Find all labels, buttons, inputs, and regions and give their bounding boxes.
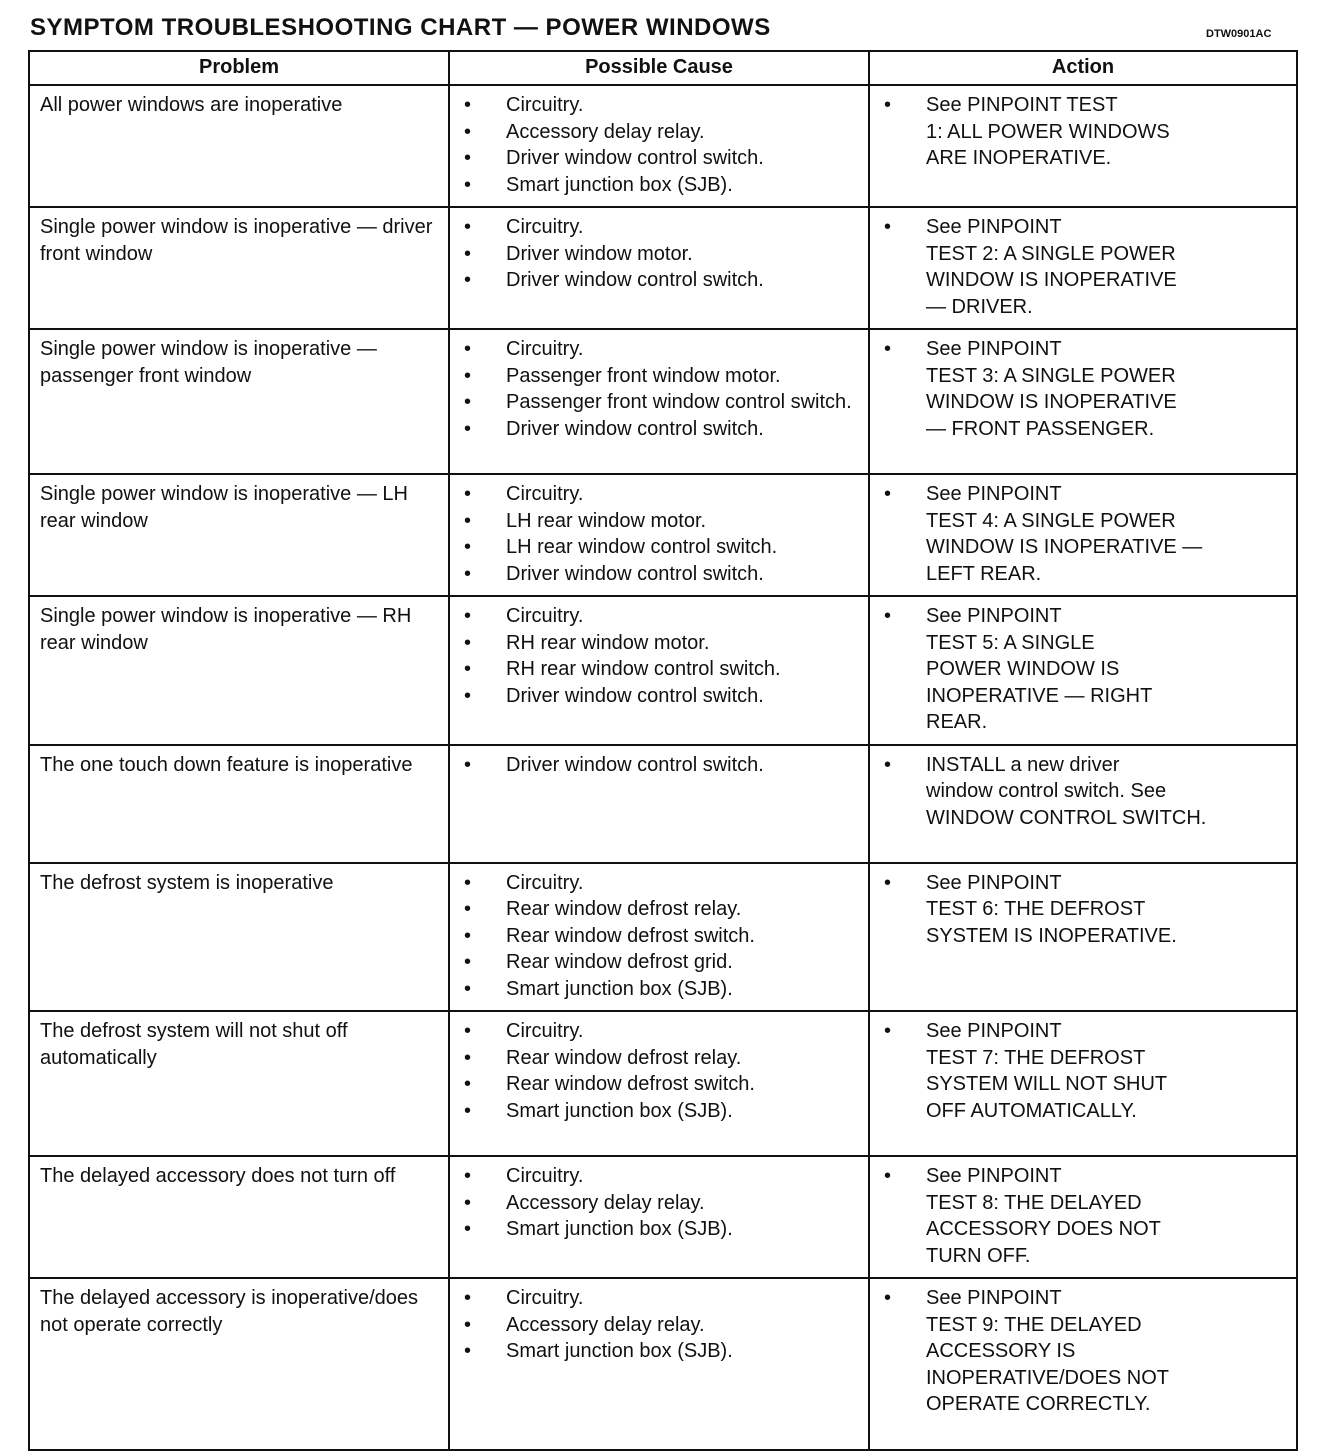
cause-list [460, 92, 860, 198]
table-row [29, 329, 1297, 474]
action-text: • See PINPOINT TEST 9: THE DELAYED ACCESSORY IS INOPERATIVE/DOES NOT OPERATE CORRECTLY. [880, 1285, 1288, 1418]
cause-list [460, 214, 860, 294]
possible-cause-cell [449, 1011, 869, 1156]
problem-cell: The defrost system will not shut off automatically [29, 1011, 449, 1156]
cause-list-item: • LH rear window control switch. [460, 534, 860, 561]
possible-cause-cell [449, 745, 869, 863]
cause-list [460, 1285, 860, 1365]
action-list [880, 752, 1288, 832]
action-text: • See PINPOINT TEST 1: ALL POWER WINDOWS ARE INOPERATIVE. [880, 92, 1288, 172]
cause-list-item: • Smart junction box (SJB). [460, 1216, 860, 1243]
action-text: • See PINPOINT TEST 3: A SINGLE POWER WINDOW IS INOPERATIVE — FRONT PASSENGER. [880, 336, 1288, 442]
action-cell [869, 1011, 1297, 1156]
cause-list-item: • Driver window motor. [460, 241, 860, 268]
cause-list-item: • Rear window defrost switch. [460, 923, 860, 950]
action-cell [869, 863, 1297, 1012]
action-cell [869, 85, 1297, 207]
action-cell [869, 1278, 1297, 1450]
cause-list-item: • Driver window control switch. [460, 683, 860, 710]
cause-list-item: • RH rear window motor. [460, 630, 860, 657]
possible-cause-cell [449, 474, 869, 596]
cause-list-item: • Circuitry. [460, 214, 860, 241]
column-header-problem: Problem [29, 51, 449, 85]
cause-list-item: • Circuitry. [460, 336, 860, 363]
cause-list-item: • Rear window defrost relay. [460, 896, 860, 923]
cause-list-item: • Circuitry. [460, 603, 860, 630]
document-id: DTW0901AC [1206, 28, 1272, 40]
possible-cause-cell [449, 596, 869, 745]
action-text: • See PINPOINT TEST 5: A SINGLE POWER WINDOW IS INOPERATIVE — RIGHT REAR. [880, 603, 1288, 736]
cause-list-item: • Smart junction box (SJB). [460, 1098, 860, 1125]
table-header-row [29, 51, 1297, 85]
cause-list-item: • Smart junction box (SJB). [460, 1338, 860, 1365]
table-row [29, 1011, 1297, 1156]
problem-cell: The delayed accessory does not turn off [29, 1156, 449, 1278]
cause-list-item: • Circuitry. [460, 481, 860, 508]
cause-list-item: • Circuitry. [460, 1285, 860, 1312]
possible-cause-cell [449, 85, 869, 207]
problem-cell: All power windows are inoperative [29, 85, 449, 207]
action-cell [869, 474, 1297, 596]
action-list [880, 1018, 1288, 1124]
action-cell [869, 329, 1297, 474]
cause-list [460, 481, 860, 587]
action-list [880, 336, 1288, 442]
action-list [880, 481, 1288, 587]
cause-list-item: • Accessory delay relay. [460, 1190, 860, 1217]
cause-list [460, 1018, 860, 1124]
table-row [29, 745, 1297, 863]
cause-list-item: • Rear window defrost grid. [460, 949, 860, 976]
problem-cell: The defrost system is inoperative [29, 863, 449, 1012]
action-list [880, 1285, 1288, 1418]
cause-list-item: • Rear window defrost relay. [460, 1045, 860, 1072]
action-text: • See PINPOINT TEST 8: THE DELAYED ACCESSORY DOES NOT TURN OFF. [880, 1163, 1288, 1269]
table-row [29, 207, 1297, 329]
cause-list-item: • LH rear window motor. [460, 508, 860, 535]
cause-list-item: • Accessory delay relay. [460, 1312, 860, 1339]
cause-list-item: • Passenger front window control switch. [460, 389, 860, 416]
cause-list-item: • Driver window control switch. [460, 752, 860, 779]
cause-list-item: • Driver window control switch. [460, 561, 860, 588]
column-header-action: Action [869, 51, 1297, 85]
cause-list-item: • Driver window control switch. [460, 145, 860, 172]
page-title: SYMPTOM TROUBLESHOOTING CHART — POWER WINDOWS [30, 14, 771, 41]
cause-list-item: • Circuitry. [460, 92, 860, 119]
action-text: • See PINPOINT TEST 6: THE DEFROST SYSTEM IS INOPERATIVE. [880, 870, 1288, 950]
action-text: • See PINPOINT TEST 7: THE DEFROST SYSTEM WILL NOT SHUT OFF AUTOMATICALLY. [880, 1018, 1288, 1124]
action-list [880, 603, 1288, 736]
table-row [29, 596, 1297, 745]
cause-list-item: • Smart junction box (SJB). [460, 172, 860, 199]
cause-list [460, 870, 860, 1003]
action-list [880, 1163, 1288, 1269]
cause-list-item: • Rear window defrost switch. [460, 1071, 860, 1098]
action-cell [869, 207, 1297, 329]
action-list [880, 870, 1288, 950]
table-row [29, 474, 1297, 596]
possible-cause-cell [449, 1278, 869, 1450]
troubleshooting-table [28, 50, 1298, 1451]
action-text: • See PINPOINT TEST 2: A SINGLE POWER WINDOW IS INOPERATIVE — DRIVER. [880, 214, 1288, 320]
problem-cell: The one touch down feature is inoperative [29, 745, 449, 863]
column-header-possible-cause: Possible Cause [449, 51, 869, 85]
cause-list-item: • Driver window control switch. [460, 267, 860, 294]
action-cell [869, 1156, 1297, 1278]
cause-list [460, 603, 860, 709]
problem-cell: Single power window is inoperative — passenger front window [29, 329, 449, 474]
cause-list-item: • Accessory delay relay. [460, 119, 860, 146]
table-row [29, 85, 1297, 207]
table-row [29, 1278, 1297, 1450]
cause-list [460, 1163, 860, 1243]
problem-cell: The delayed accessory is inoperative/does not operate correctly [29, 1278, 449, 1450]
problem-cell: Single power window is inoperative — driver front window [29, 207, 449, 329]
possible-cause-cell [449, 1156, 869, 1278]
problem-cell: Single power window is inoperative — LH rear window [29, 474, 449, 596]
action-cell [869, 596, 1297, 745]
cause-list-item: • RH rear window control switch. [460, 656, 860, 683]
cause-list-item: • Driver window control switch. [460, 416, 860, 443]
action-text: • INSTALL a new driver window control switch. See WINDOW CONTROL SWITCH. [880, 752, 1288, 832]
cause-list-item: • Smart junction box (SJB). [460, 976, 860, 1003]
possible-cause-cell [449, 863, 869, 1012]
table-row [29, 1156, 1297, 1278]
cause-list-item: • Circuitry. [460, 1018, 860, 1045]
table-row [29, 863, 1297, 1012]
action-list [880, 92, 1288, 172]
action-text: • See PINPOINT TEST 4: A SINGLE POWER WINDOW IS INOPERATIVE — LEFT REAR. [880, 481, 1288, 587]
problem-cell: Single power window is inoperative — RH rear window [29, 596, 449, 745]
possible-cause-cell [449, 207, 869, 329]
cause-list-item: • Passenger front window motor. [460, 363, 860, 390]
possible-cause-cell [449, 329, 869, 474]
action-list [880, 214, 1288, 320]
action-cell [869, 745, 1297, 863]
cause-list [460, 752, 860, 779]
table-body [29, 85, 1297, 1450]
cause-list [460, 336, 860, 442]
cause-list-item: • Circuitry. [460, 870, 860, 897]
cause-list-item: • Circuitry. [460, 1163, 860, 1190]
